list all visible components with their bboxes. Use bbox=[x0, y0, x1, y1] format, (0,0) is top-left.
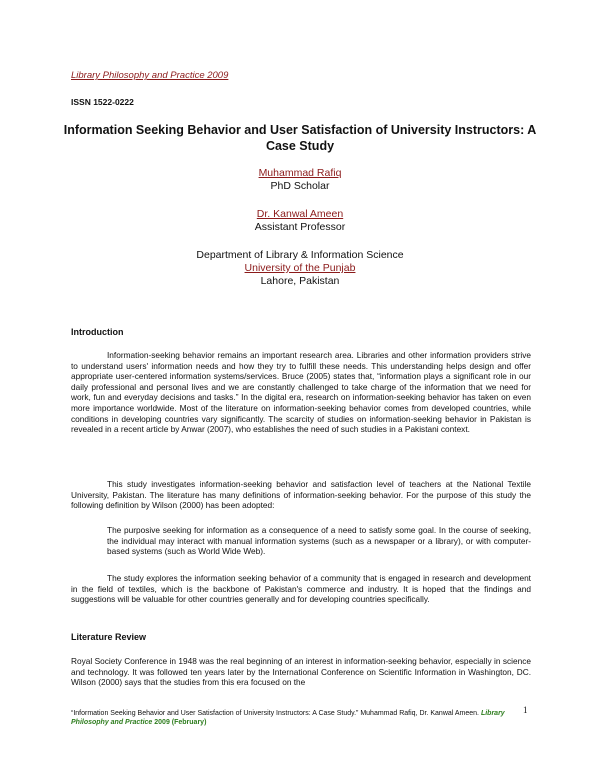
intro-paragraph-1: Information-seeking behavior remains an important research area. Libraries and other information providers strive to understand users' information needs and how they try to fulfill these needs. This understanding helps design and offer appropriate user-centered information systems/services. Bruce (2005) states that, “information plays a significant role in our daily professional and personal lives and we are constantly challenged to take charge of the information that we need for work, fun and everyday decisions and tasks.” In the digital era, research on information-seeking behavior has taken on even more importance worldwide. Most of the literature on information-seeking behavior comes from developed countries, while conditions in developing countries vary significantly. The scarcity of studies on information-seeking behavior in Pakistan is revealed in a recent article by Anwar (2007), who establishes the need of such studies in a Pakistani context. bbox=[71, 350, 531, 435]
definition-quote: The purposive seeking for information as a consequence of a need to satisfy some goal. In the course of seeking, the individual may interact with manual information systems (such as a newspaper or a library), or with computer-based systems (such as World Wide Web). bbox=[107, 525, 531, 557]
intro-paragraph-2: This study investigates information-seeking behavior and satisfaction level of teachers at the National Textile University, Pakistan. The literature has many definitions of information-seeking behavior. For the purpose of this study the following definition by Wilson (2000) has been adopted: bbox=[71, 479, 531, 511]
section-heading-introduction: Introduction bbox=[71, 327, 124, 337]
section-heading-literature-review: Literature Review bbox=[71, 632, 147, 642]
university-link[interactable]: University of the Punjab bbox=[244, 262, 356, 274]
author-block-1 bbox=[100, 167, 500, 193]
author-block-2 bbox=[100, 208, 500, 234]
paper-title: Information Seeking Behavior and User Satisfaction of University Instructors: A Case Study bbox=[63, 123, 537, 153]
footnote bbox=[71, 709, 531, 727]
footnote-citation: “Information Seeking Behavior and User Satisfaction of University Instructors: A Case Study.” Muhammad Rafiq, Dr. Kanwal Ameen. bbox=[71, 710, 479, 717]
author1-link[interactable]: Muhammad Rafiq bbox=[258, 167, 342, 179]
affiliation-block bbox=[100, 249, 500, 288]
page-number: 1 bbox=[523, 705, 528, 715]
lit-paragraph-1: Royal Society Conference in 1948 was the real beginning of an interest in information-seeking behavior, especially in science and technology. It was followed ten years later by the International Conference on Scientific Information in Washington, DC. Wilson (2000) says that the studies from this era focused on the bbox=[71, 656, 531, 688]
author2-link[interactable]: Dr. Kanwal Ameen bbox=[256, 208, 344, 220]
city: Lahore, Pakistan bbox=[260, 275, 340, 287]
author2-role: Assistant Professor bbox=[254, 221, 346, 233]
footnote-journal: Library Philosophy and Practice bbox=[71, 710, 505, 726]
author1-role: PhD Scholar bbox=[270, 180, 330, 192]
footnote-year: 2009 (February) bbox=[154, 719, 207, 726]
intro-paragraph-3: The study explores the information seeking behavior of a community that is engaged in research and development in the field of textiles, which is the backbone of Pakistan's commerce and industry. It is hoped that the findings and suggestions will be valuable for other countries generally and for developing countries specifically. bbox=[71, 573, 531, 605]
department: Department of Library & Information Science bbox=[196, 249, 404, 261]
journal-link[interactable]: Library Philosophy and Practice 2009 bbox=[71, 70, 229, 81]
issn: ISSN 1522-0222 bbox=[71, 97, 134, 107]
